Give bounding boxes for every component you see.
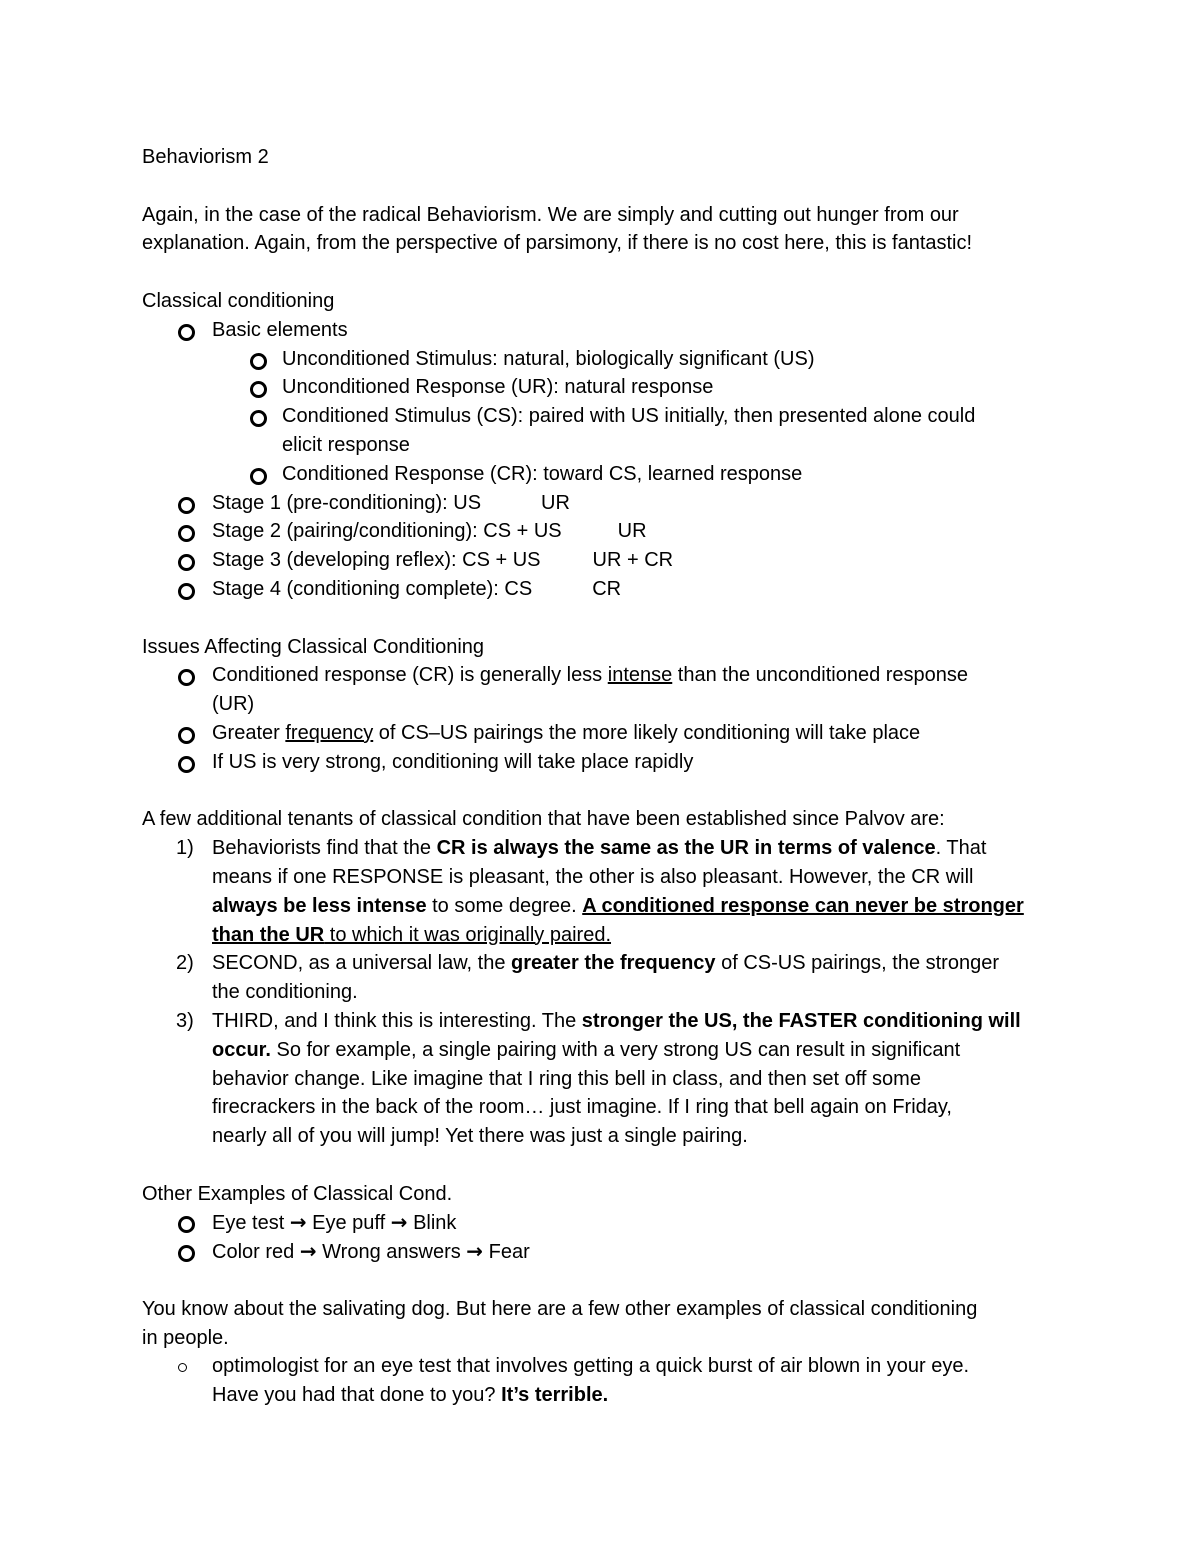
numbered-item-continuation: firecrackers in the back of the room… just imagine. If I ring that bell again on Friday,: [212, 1096, 952, 1119]
list-item-stage: Stage 1 (pre-conditioning): US UR: [142, 489, 1062, 518]
section-heading-other: Other Examples of Classical Cond.: [142, 1182, 453, 1205]
numbered-item-continuation: nearly all of you will jump! Yet there was just a single pairing.: [212, 1125, 748, 1148]
document-title: Behaviorism 2: [142, 146, 269, 168]
bullet-icon: [178, 1245, 195, 1262]
bullet-icon: [178, 497, 195, 514]
list-item-continuation: elicit response: [282, 433, 410, 456]
item-number: 2): [176, 952, 194, 975]
tenants-intro: A few additional tenants of classical condition that have been established since Palvov are:: [142, 808, 945, 831]
arrow-right-icon: →: [299, 1239, 317, 1264]
bullet-icon: [250, 468, 267, 485]
intro-line: explanation. Again, from the perspective of parsimony, if there is no cost here, this is fantastic!: [142, 232, 973, 255]
numbered-item: 3) THIRD, and I think this is interesting. The stronger the US, the FASTER conditioning will: [142, 1007, 1062, 1036]
bullet-icon: [178, 756, 195, 773]
bullet-icon: [178, 669, 195, 686]
bullet-icon: [250, 353, 267, 370]
numbered-item-continuation: the conditioning.: [212, 981, 358, 1004]
bullet-icon: [250, 410, 267, 427]
document-page: [142, 143, 1062, 1410]
bullet-icon: [178, 554, 195, 571]
list-item-issue: Conditioned response (CR) is generally less intense than the unconditioned response: [142, 661, 1062, 690]
arrow-right-icon: →: [390, 1210, 408, 1235]
list-item-issue: Greater frequency of CS–US pairings the more likely conditioning will take place: [142, 719, 1062, 748]
list-item-element: Unconditioned Response (UR): natural response: [142, 373, 1062, 402]
list-item-stage: Stage 2 (pairing/conditioning): CS + US UR: [142, 517, 1062, 546]
section-heading-classical: Classical conditioning: [142, 289, 335, 312]
arrow-right-icon: →: [289, 1210, 307, 1235]
numbered-item-continuation: occur. So for example, a single pairing with a very strong US can result in significant: [212, 1038, 961, 1061]
bullet-icon: [178, 583, 195, 600]
bullet-icon: [250, 381, 267, 398]
list-item-example: Color red → Wrong answers → Fear: [142, 1237, 1062, 1266]
section-heading-issues: Issues Affecting Classical Conditioning: [142, 635, 485, 658]
list-item-basic-elements: Basic elements: [142, 316, 1062, 345]
list-item-element: Conditioned Response (CR): toward CS, learned response: [142, 460, 1062, 489]
bullet-icon: [178, 324, 195, 341]
numbered-item: 2) SECOND, as a universal law, the greater the frequency of CS-US pairings, the stronger: [142, 949, 1062, 978]
numbered-item-continuation: always be less intense to some degree. A conditioned response can never be stronger: [212, 894, 1024, 917]
closing-paragraph: [142, 1295, 1062, 1353]
bullet-icon: [178, 525, 195, 542]
closing-line: in people.: [142, 1326, 229, 1349]
list-item-example: Eye test → Eye puff → Blink: [142, 1208, 1062, 1237]
intro-paragraph: [142, 201, 1062, 259]
closing-line: You know about the salivating dog. But here are a few other examples of classical conditioning: [142, 1297, 978, 1320]
numbered-item-continuation: means if one RESPONSE is pleasant, the other is also pleasant. However, the CR will: [212, 865, 974, 888]
list-item-stage: Stage 4 (conditioning complete): CS CR: [142, 575, 1062, 604]
bullet-icon: [178, 1216, 195, 1233]
list-item-issue: If US is very strong, conditioning will take place rapidly: [142, 748, 1062, 777]
intro-line: Again, in the case of the radical Behaviorism. We are simply and cutting out hunger from our: [142, 203, 959, 226]
numbered-item-continuation: than the UR to which it was originally paired.: [212, 923, 612, 946]
item-number: 3): [176, 1009, 194, 1032]
list-item-stage: Stage 3 (developing reflex): CS + US UR + CR: [142, 546, 1062, 575]
list-item-element: Unconditioned Stimulus: natural, biologically significant (US): [142, 345, 1062, 374]
list-item-closing: optimologist for an eye test that involves getting a quick burst of air blown in your eye.: [142, 1352, 1062, 1381]
numbered-item: 1) Behaviorists find that the CR is always the same as the UR in terms of valence. That: [142, 834, 1062, 863]
bullet-icon: [178, 727, 195, 744]
bullet-icon: [178, 1363, 187, 1372]
numbered-item-continuation: behavior change. Like imagine that I ring this bell in class, and then set off some: [212, 1067, 921, 1090]
list-item-element: Conditioned Stimulus (CS): paired with US initially, then presented alone could: [142, 402, 1062, 431]
arrow-right-icon: →: [466, 1239, 484, 1264]
list-item-continuation: Have you had that done to you? It’s terrible.: [212, 1384, 609, 1407]
item-number: 1): [176, 837, 194, 860]
list-item-continuation: (UR): [212, 693, 255, 716]
